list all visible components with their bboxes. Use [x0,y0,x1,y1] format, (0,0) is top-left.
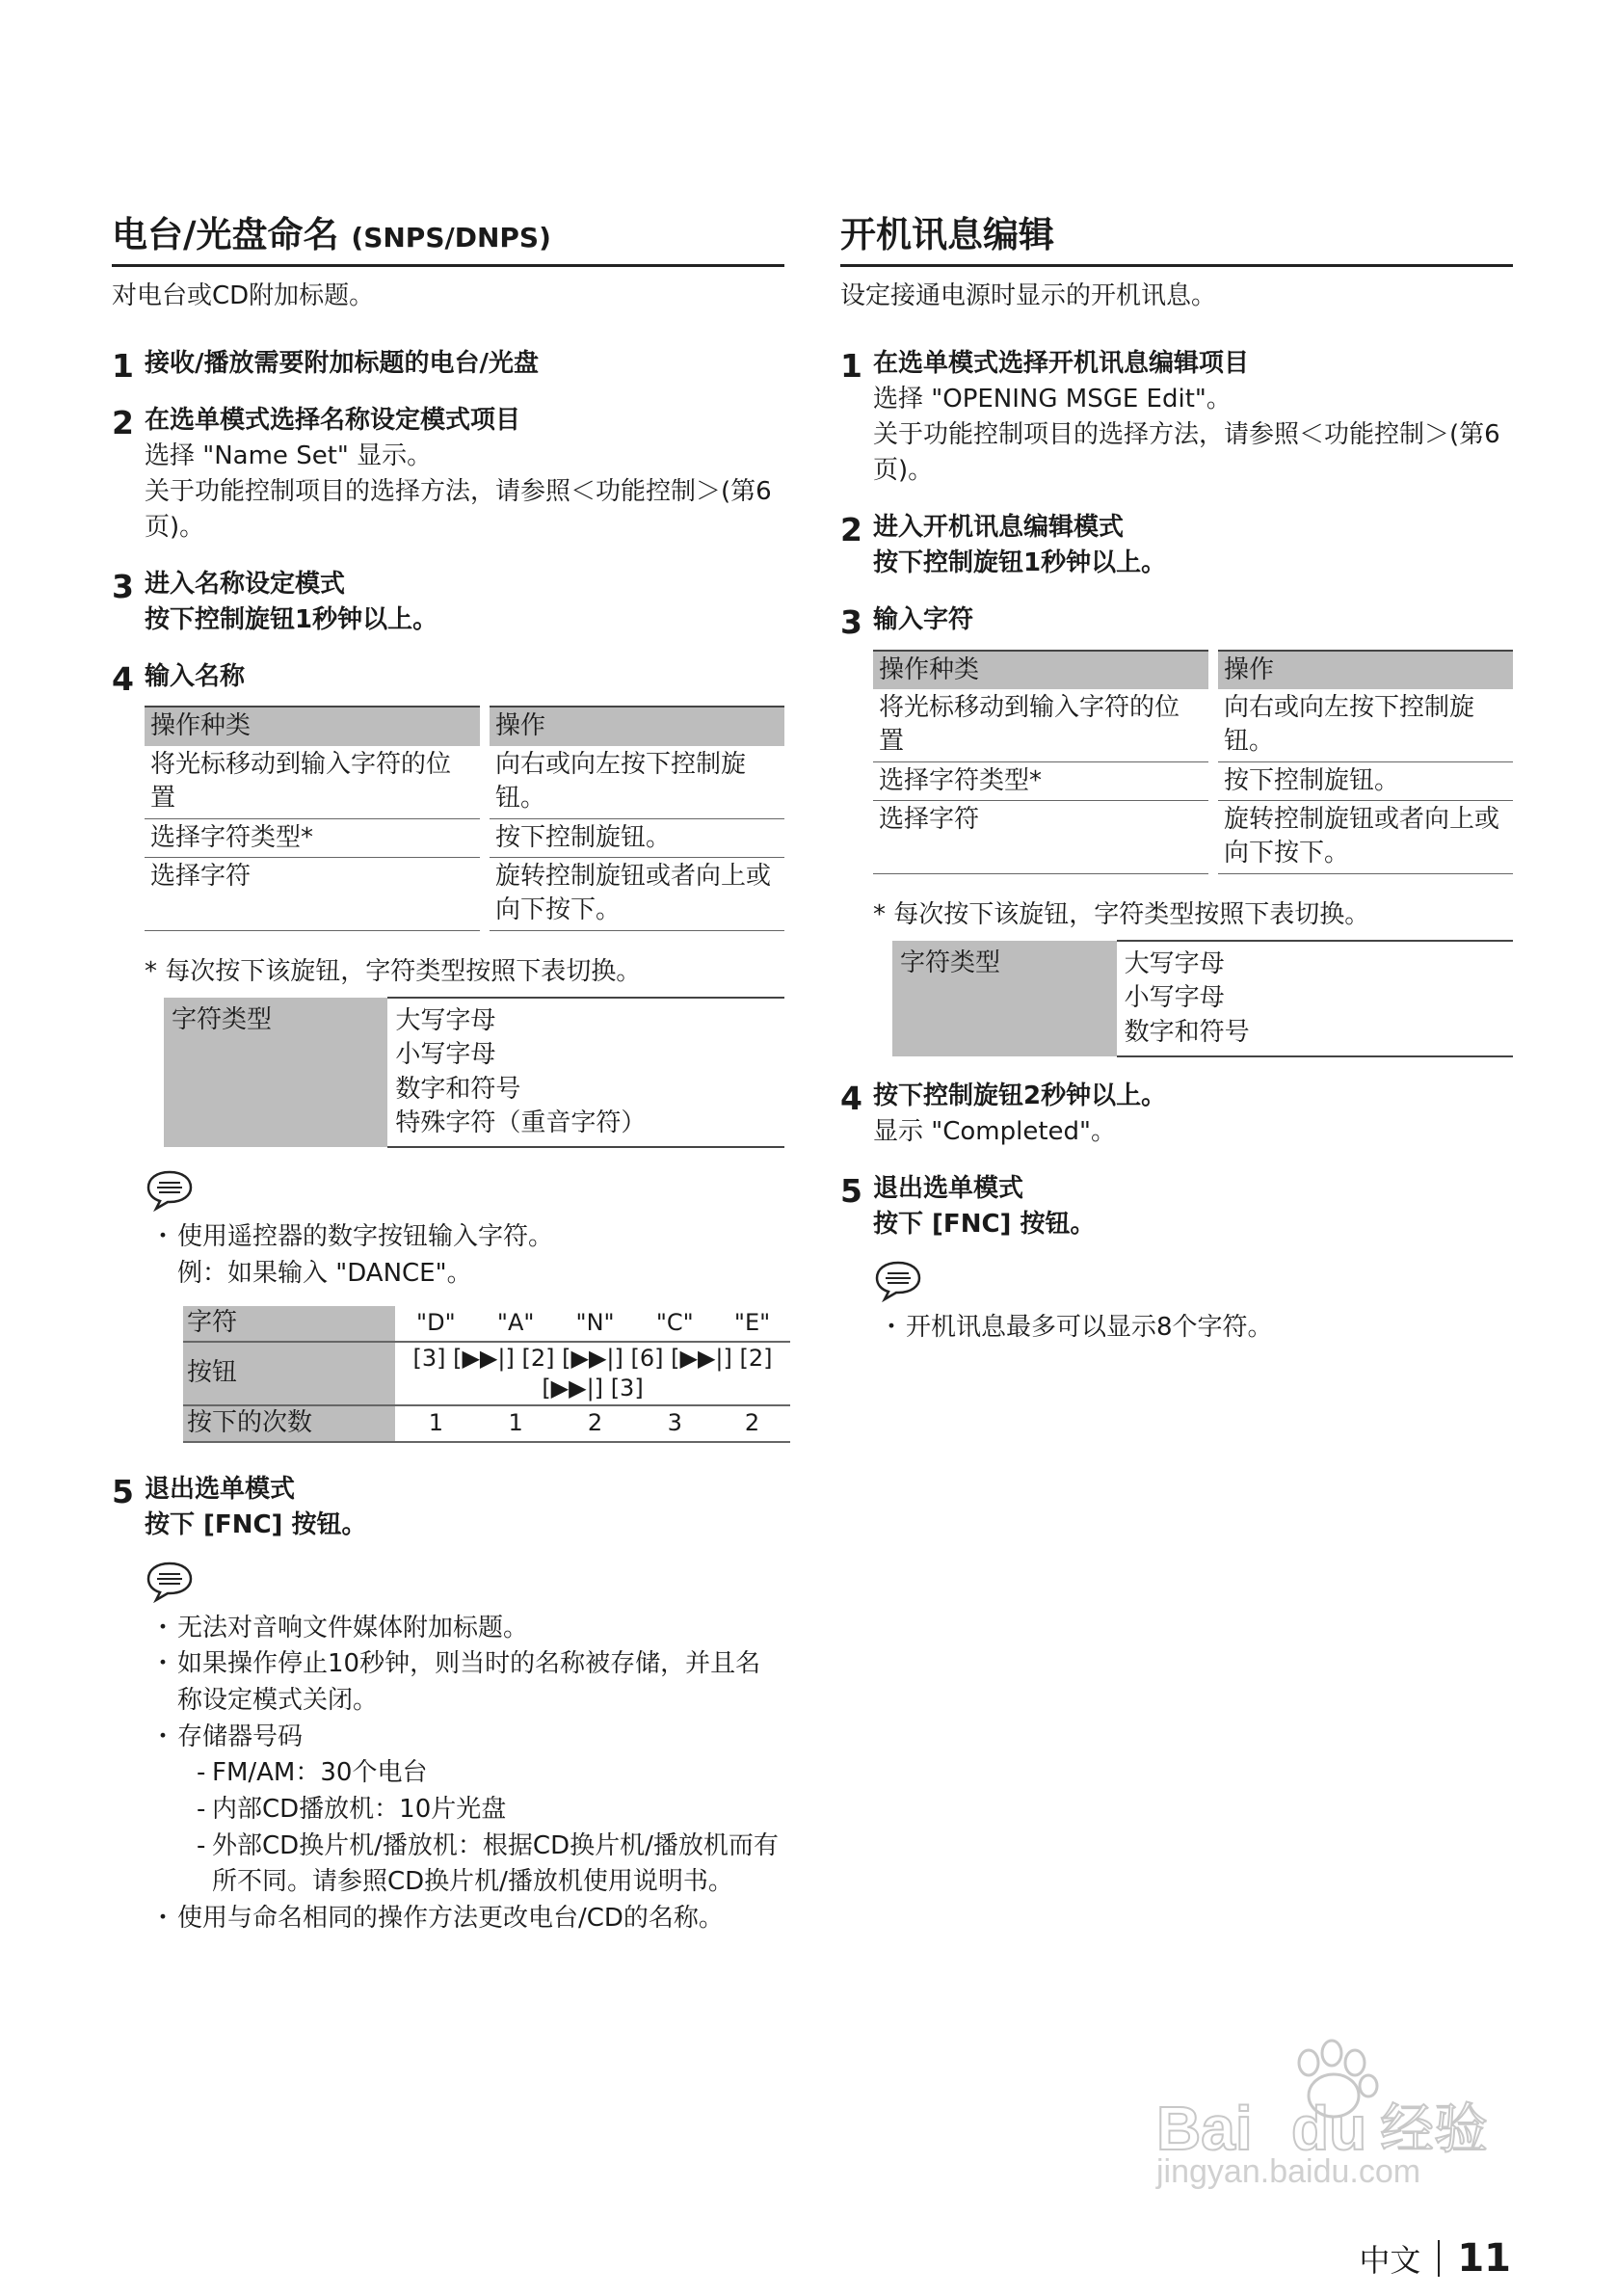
table-cell: 旋转控制旋钮或者向上或向下按下。 [490,858,784,931]
dash: - [197,1758,206,1788]
table-row [873,762,1513,801]
footer-separator [1438,2240,1440,2277]
step-instruction: 按下 [FNC] 按钮。 [145,1509,367,1539]
section-title-station-naming [112,214,784,267]
example-table [183,1306,790,1443]
table-row [873,689,1513,762]
step-2 [112,403,784,546]
note-text: 开机讯息最多可以显示8个字符。 [906,1312,1273,1342]
button-token: [2] [521,1344,555,1372]
step-instruction: 按下控制旋钮1秒钟以上。 [145,604,438,634]
table-gap [480,706,490,745]
step-title: 进入开机讯息编辑模式 [873,512,1125,542]
char-type-label: 字符类型 [164,998,387,1147]
section-title-text: 电台/光盘命名 [112,214,339,255]
table-cell: 选择字符类型* [873,762,1208,801]
bullet: ・ [879,1312,905,1342]
char-type-values [1117,941,1513,1056]
step-title: 输入名称 [145,661,246,691]
example-cell: 1 [477,1405,555,1442]
button-token: [▶▶|] [671,1344,732,1372]
step-text: 关于功能控制项目的选择方法，请参照＜功能控制＞(第6页)。 [145,476,772,542]
note-item [145,1720,784,1901]
intro-text: 对电台或CD附加标题。 [112,281,375,311]
table-header: 操作种类 [873,650,1208,689]
notes-list [145,1611,784,1937]
table-gap [480,858,490,931]
example-cell: 3 [635,1405,714,1442]
table-cell: 按下控制旋钮。 [490,819,784,858]
step-text: 显示 "Completed"。 [873,1117,1116,1147]
sub-item [177,1792,784,1829]
step-1 [840,346,1513,489]
step-1 [112,346,784,386]
section-title-opening-message [840,214,1513,267]
sub-item [177,1829,784,1901]
example-label: 按钮 [183,1342,395,1405]
step-title: 按下控制旋钮2秒钟以上。 [873,1081,1167,1111]
note-icon [873,1260,923,1302]
sub-list [177,1755,784,1901]
step-5 [112,1472,784,1937]
step-instruction: 按下控制旋钮1秒钟以上。 [873,547,1167,577]
table-cell: 选择字符类型* [145,819,480,858]
table-cell: 向右或向左按下控制旋钮。 [490,746,784,819]
step-5 [840,1171,1513,1347]
step-title: 进入名称设定模式 [145,569,346,599]
section-title-text: 开机讯息编辑 [840,214,1054,255]
bullet: ・ [150,1613,176,1642]
bullet: ・ [150,1222,176,1252]
table-cell: 旋转控制旋钮或者向上或向下按下。 [1218,801,1513,874]
intro-text: 设定接通电源时显示的开机讯息。 [840,281,1217,311]
watermark-brand: Bai [1156,2094,1253,2163]
step-number: 3 [112,567,134,605]
bullet: ・ [150,1904,176,1934]
step-number: 4 [840,1080,862,1118]
example-cell: 1 [395,1405,477,1442]
step-2 [840,510,1513,581]
note-item [145,1646,784,1719]
notes-list [873,1310,1513,1347]
right-column [840,214,1513,1367]
button-token: [2] [739,1344,773,1372]
char-type-value: 特殊字符（重音字符） [395,1108,647,1138]
table-cell: 将光标移动到输入字符的位置 [145,746,480,819]
button-token: [6] [630,1344,664,1372]
char-type-value: 小写字母 [395,1040,496,1070]
left-column [112,214,784,1959]
step-number: 1 [112,347,134,386]
step-number: 5 [112,1472,134,1510]
step-number: 2 [112,404,134,442]
note-item [145,1219,784,1256]
example-cell: "E" [714,1306,790,1342]
step-title: 退出选单模式 [145,1474,296,1504]
step-number: 1 [840,347,862,386]
char-type-label: 字符类型 [892,941,1117,1056]
table-row [183,1405,790,1442]
footer-language: 中文 [1359,2242,1421,2279]
example-cell: "A" [477,1306,555,1342]
step-title: 输入字符 [873,604,974,634]
note-text: 使用遥控器的数字按钮输入字符。 [177,1222,554,1252]
step-4 [840,1079,1513,1150]
char-type-table [892,940,1513,1057]
table-header: 操作 [490,706,784,745]
step-title: 退出选单模式 [873,1173,1024,1203]
dash: - [197,1830,206,1860]
step-number: 4 [112,659,134,698]
table-gap [1208,762,1218,801]
button-token: [3] [610,1374,644,1402]
note-item [145,1611,784,1647]
table-row [183,1306,790,1342]
note-icon [145,1561,195,1603]
watermark-url: jingyan.baidu.com [1156,2153,1421,2190]
char-type-table [164,997,784,1148]
char-type-values [387,998,784,1147]
table-header: 操作种类 [145,706,480,745]
note-example [145,1256,784,1293]
table-gap [1208,801,1218,874]
button-token: [▶▶|] [453,1344,515,1372]
table-gap [480,819,490,858]
bullet: ・ [150,1722,176,1751]
page-number: 11 [1457,2236,1511,2281]
dash: - [197,1795,206,1825]
example-cell: "D" [395,1306,477,1342]
char-type-value: 数字和符号 [395,1074,521,1104]
example-cell: "N" [555,1306,636,1342]
step-title: 接收/播放需要附加标题的电台/光盘 [145,349,539,379]
step-instruction: 按下 [FNC] 按钮。 [873,1209,1096,1239]
table-cell: 向右或向左按下控制旋钮。 [1218,689,1513,762]
step-3 [840,602,1513,1058]
step-text: 选择 "OPENING MSGE Edit"。 [873,385,1232,414]
bullet: ・ [150,1649,176,1679]
button-token: [▶▶|] [542,1374,604,1402]
note-text: 如果操作停止10秒钟，则当时的名称被存储，并且名称设定模式关闭。 [177,1649,761,1715]
example-cell: "C" [635,1306,714,1342]
step-4 [112,659,784,1443]
note-icon [145,1169,195,1212]
button-token: [3] [412,1344,446,1372]
step-title: 在选单模式选择名称设定模式项目 [145,406,521,436]
sub-text: 内部CD播放机：10片光盘 [212,1795,507,1825]
step-title: 在选单模式选择开机讯息编辑项目 [873,349,1250,379]
sub-item [177,1755,784,1792]
note-text: 例：如果输入 "DANCE"。 [177,1259,472,1289]
note-text: 使用与命名相同的操作方法更改电台/CD的名称。 [177,1904,724,1934]
table-gap [480,746,490,819]
sub-text: 外部CD换片机/播放机：根据CD换片机/播放机而有所不同。请参照CD换片机/播放机使用说明书。 [212,1830,779,1897]
table-header: 操作 [1218,650,1513,689]
table-cell: 选择字符 [145,858,480,931]
baidu-jingyan-watermark [1137,2036,1523,2190]
watermark-brand-2: du [1291,2094,1367,2163]
step-number: 3 [840,602,862,641]
sub-text: FM/AM：30个电台 [212,1758,428,1788]
button-token: [▶▶|] [562,1344,623,1372]
table-row [145,819,784,858]
footnote: * 每次按下该旋钮，字符类型按照下表切换。 [873,899,1370,929]
char-type-value: 小写字母 [1124,983,1225,1013]
example-label: 按下的次数 [183,1405,395,1442]
char-type-value: 大写字母 [395,1005,496,1035]
table-row [145,858,784,931]
example-cell [395,1342,790,1405]
note-text: 无法对音响文件媒体附加标题。 [177,1613,529,1642]
footnote: * 每次按下该旋钮，字符类型按照下表切换。 [145,956,642,986]
step-number: 5 [840,1171,862,1210]
watermark-product: 经验 [1380,2098,1488,2161]
step-text: 选择 "Name Set" 显示。 [145,441,433,470]
table-row [145,746,784,819]
notes-list [145,1219,784,1292]
table-row [183,1342,790,1405]
table-gap [1208,650,1218,689]
note-text: 存储器号码 [177,1722,304,1751]
section-title-sub: (SNPS/DNPS) [351,222,551,254]
page-footer [1359,2236,1511,2281]
example-label: 字符 [183,1306,395,1342]
table-cell: 将光标移动到输入字符的位置 [873,689,1208,762]
step-text: 关于功能控制项目的选择方法，请参照＜功能控制＞(第6页)。 [873,420,1500,485]
table-cell: 按下控制旋钮。 [1218,762,1513,801]
note-item [145,1901,784,1937]
step-number: 2 [840,510,862,548]
table-row [873,801,1513,874]
step-3 [112,567,784,638]
example-cell: 2 [714,1405,790,1442]
note-item [873,1310,1513,1347]
operation-table [145,706,784,930]
example-cell: 2 [555,1405,636,1442]
table-cell: 选择字符 [873,801,1208,874]
operation-table [873,650,1513,874]
table-gap [1208,689,1218,762]
char-type-value: 大写字母 [1124,949,1225,979]
char-type-value: 数字和符号 [1124,1017,1250,1047]
